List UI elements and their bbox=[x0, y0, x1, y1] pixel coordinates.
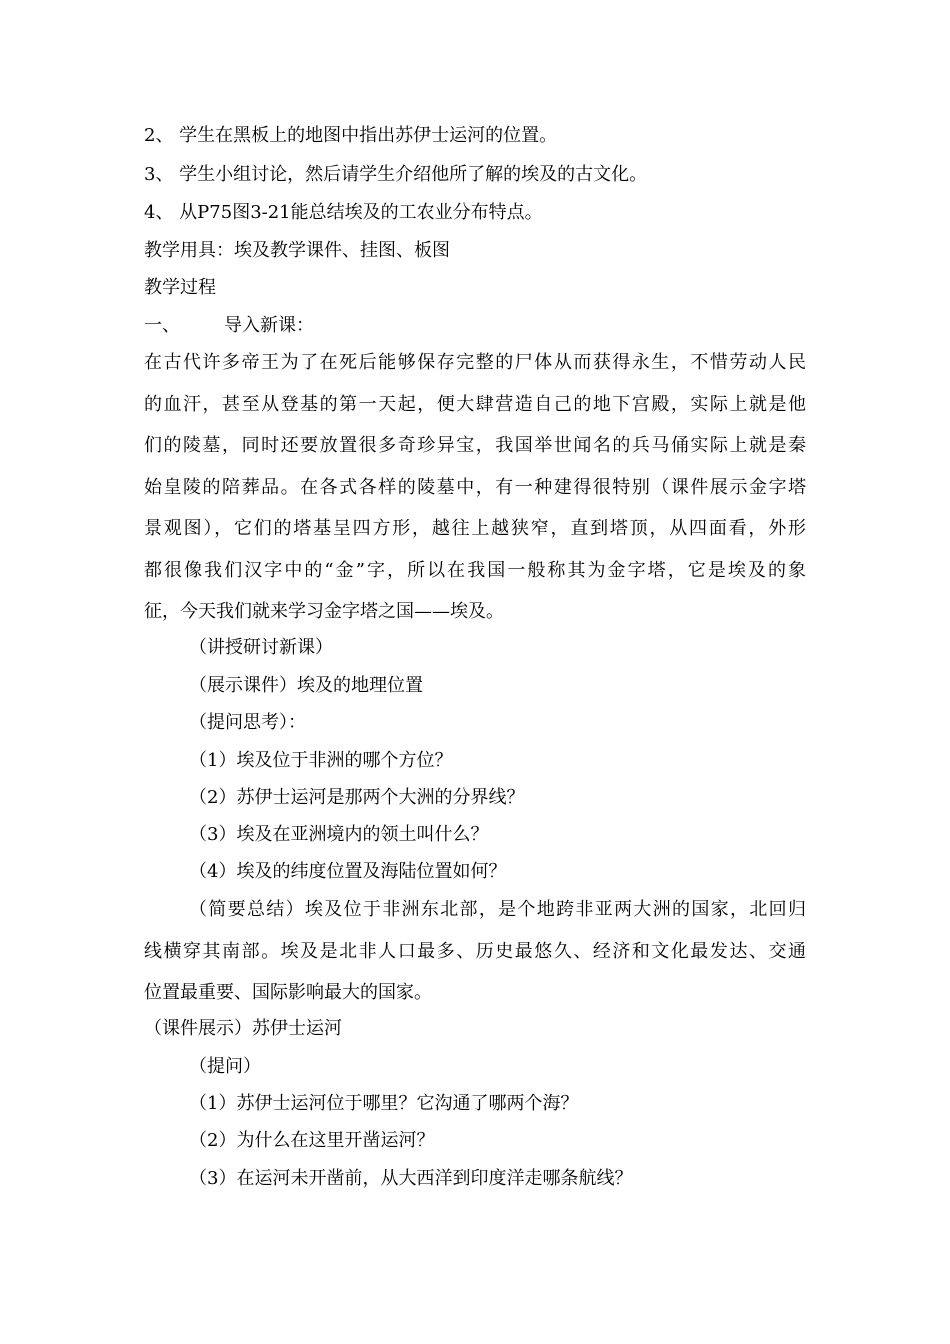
summary-paragraph-line: 位置最重要、国际影响最大的国家。 bbox=[144, 982, 432, 1003]
objective-item: 2、 学生在黑板上的地图中指出苏伊士运河的位置。 bbox=[144, 125, 558, 146]
courseware-label: （课件展示）苏伊士运河 bbox=[144, 1018, 342, 1039]
question-item: （3）埃及在亚洲境内的领土叫什么？ bbox=[189, 824, 489, 845]
teaching-tools: 教学用具：埃及教学课件、挂图、板图 bbox=[144, 240, 450, 261]
lecture-label: （讲授研讨新课） bbox=[189, 637, 333, 658]
intro-paragraph-line: 始皇陵的陪葬品。在各式各样的陵墓中，有一种建得很特别（课件展示金字塔 bbox=[144, 477, 806, 498]
question-item: （1）苏伊士运河位于哪里？它沟通了哪两个海？ bbox=[189, 1093, 579, 1114]
section-heading bbox=[144, 314, 314, 338]
ask-label: （提问） bbox=[189, 1056, 261, 1077]
intro-paragraph-line: 征，今天我们就来学习金字塔之国——埃及。 bbox=[144, 601, 504, 622]
question-item: （2）为什么在这里开凿运河？ bbox=[189, 1130, 435, 1151]
question-item: （1）埃及位于非洲的哪个方位？ bbox=[189, 750, 453, 771]
objective-item: 3、 学生小组讨论，然后请学生介绍他所了解的埃及的古文化。 bbox=[144, 164, 648, 185]
think-label: （提问思考）： bbox=[189, 712, 306, 733]
summary-paragraph-line: 线横穿其南部。埃及是北非人口最多、历史最悠久、经济和文化最发达、交通 bbox=[144, 941, 806, 962]
question-item: （3）在运河未开凿前，从大西洋到印度洋走哪条航线？ bbox=[189, 1168, 633, 1189]
intro-paragraph-line: 都很像我们汉字中的“金”字，所以在我国一般称其为金字塔，它是埃及的象 bbox=[144, 560, 806, 581]
intro-paragraph-line: 们的陵墓，同时还要放置很多奇珍异宝，我国举世闻名的兵马俑实际上就是秦 bbox=[144, 435, 806, 456]
section-title: 导入新课： bbox=[224, 315, 314, 336]
question-item: （4）埃及的纬度位置及海陆位置如何？ bbox=[189, 861, 507, 882]
courseware-label: （展示课件）埃及的地理位置 bbox=[189, 675, 423, 696]
question-item: （2）苏伊士运河是那两个大洲的分界线？ bbox=[189, 787, 525, 808]
objective-item: 4、 从P75图3-21能总结埃及的工农业分布特点。 bbox=[144, 202, 543, 223]
summary-paragraph-line: （简要总结）埃及位于非洲东北部，是个地跨非亚两大洲的国家，北回归 bbox=[189, 899, 806, 920]
intro-paragraph-line: 在古代许多帝王为了在死后能够保存完整的尸体从而获得永生，不惜劳动人民 bbox=[144, 352, 806, 373]
process-title: 教学过程 bbox=[144, 277, 216, 298]
section-number: 一、 bbox=[144, 315, 180, 336]
intro-paragraph-line: 景观图），它们的塔基呈四方形，越往上越狭窄，直到塔顶，从四面看，外形 bbox=[144, 518, 806, 539]
intro-paragraph-line: 的血汗，甚至从登基的第一天起，便大肆营造自己的地下宫殿，实际上就是他 bbox=[144, 394, 806, 415]
